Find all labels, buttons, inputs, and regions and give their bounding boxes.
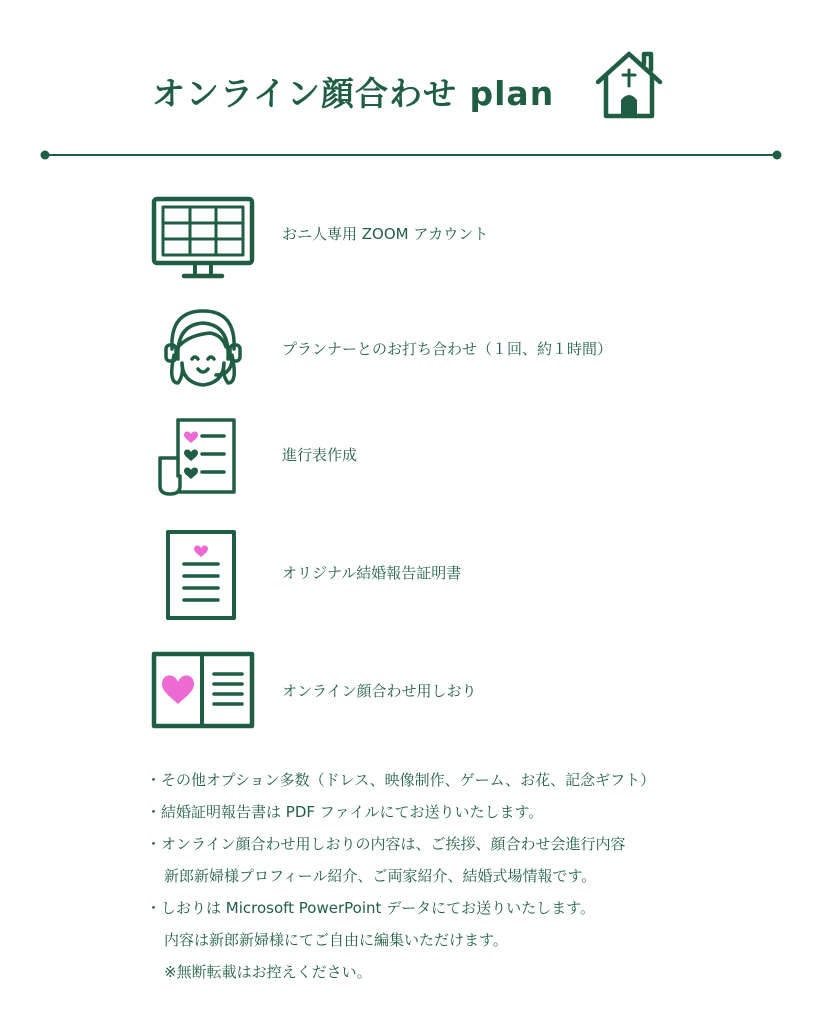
plan-item-schedule [0, 414, 827, 500]
note-line: ※無断転載はお控えください。 [164, 963, 372, 981]
plan-item-certificate [0, 526, 827, 624]
page-title: オンライン顔合わせ plan [152, 74, 555, 113]
note-line: ・オンライン顔合わせ用しおりの内容は、ご挨拶、顔合わせ会進行内容 [146, 835, 626, 853]
monitor-icon [150, 196, 256, 282]
note-line: ・結婚証明報告書は PDF ファイルにてお送りいたします。 [146, 803, 544, 821]
plan-item-label: オリジナル結婚報告証明書 [282, 564, 462, 582]
plan-item-label: オンライン顔合わせ用しおり [282, 682, 477, 700]
notes-section [146, 764, 766, 988]
note-line: ・しおりは Microsoft PowerPoint データにてお送りいたします。 [146, 899, 595, 917]
plan-item-label: プランナーとのお打ち合わせ（１回、約１時間） [282, 340, 613, 358]
certificate-icon [162, 526, 240, 624]
header-divider [40, 148, 782, 162]
planner-headset-icon [160, 305, 246, 389]
church-icon [594, 48, 664, 120]
plan-item-label: おニ人専用 ZOOM アカウント [282, 225, 489, 243]
plan-item-zoom [0, 196, 827, 282]
checklist-scroll-icon [156, 414, 240, 498]
page-header [0, 48, 827, 128]
plan-item-planner [0, 305, 827, 391]
plan-item-label: 進行表作成 [282, 446, 358, 464]
plan-item-booklet [0, 650, 827, 732]
note-line: ・その他オプション多数（ドレス、映像制作、ゲーム、お花、記念ギフト） [146, 771, 656, 789]
note-line: 新郎新婦様プロフィール紹介、ご両家紹介、結婚式場情報です。 [164, 867, 597, 885]
booklet-icon [150, 650, 256, 730]
note-line: 内容は新郎新婦様にてご自由に編集いただけます。 [164, 931, 508, 949]
